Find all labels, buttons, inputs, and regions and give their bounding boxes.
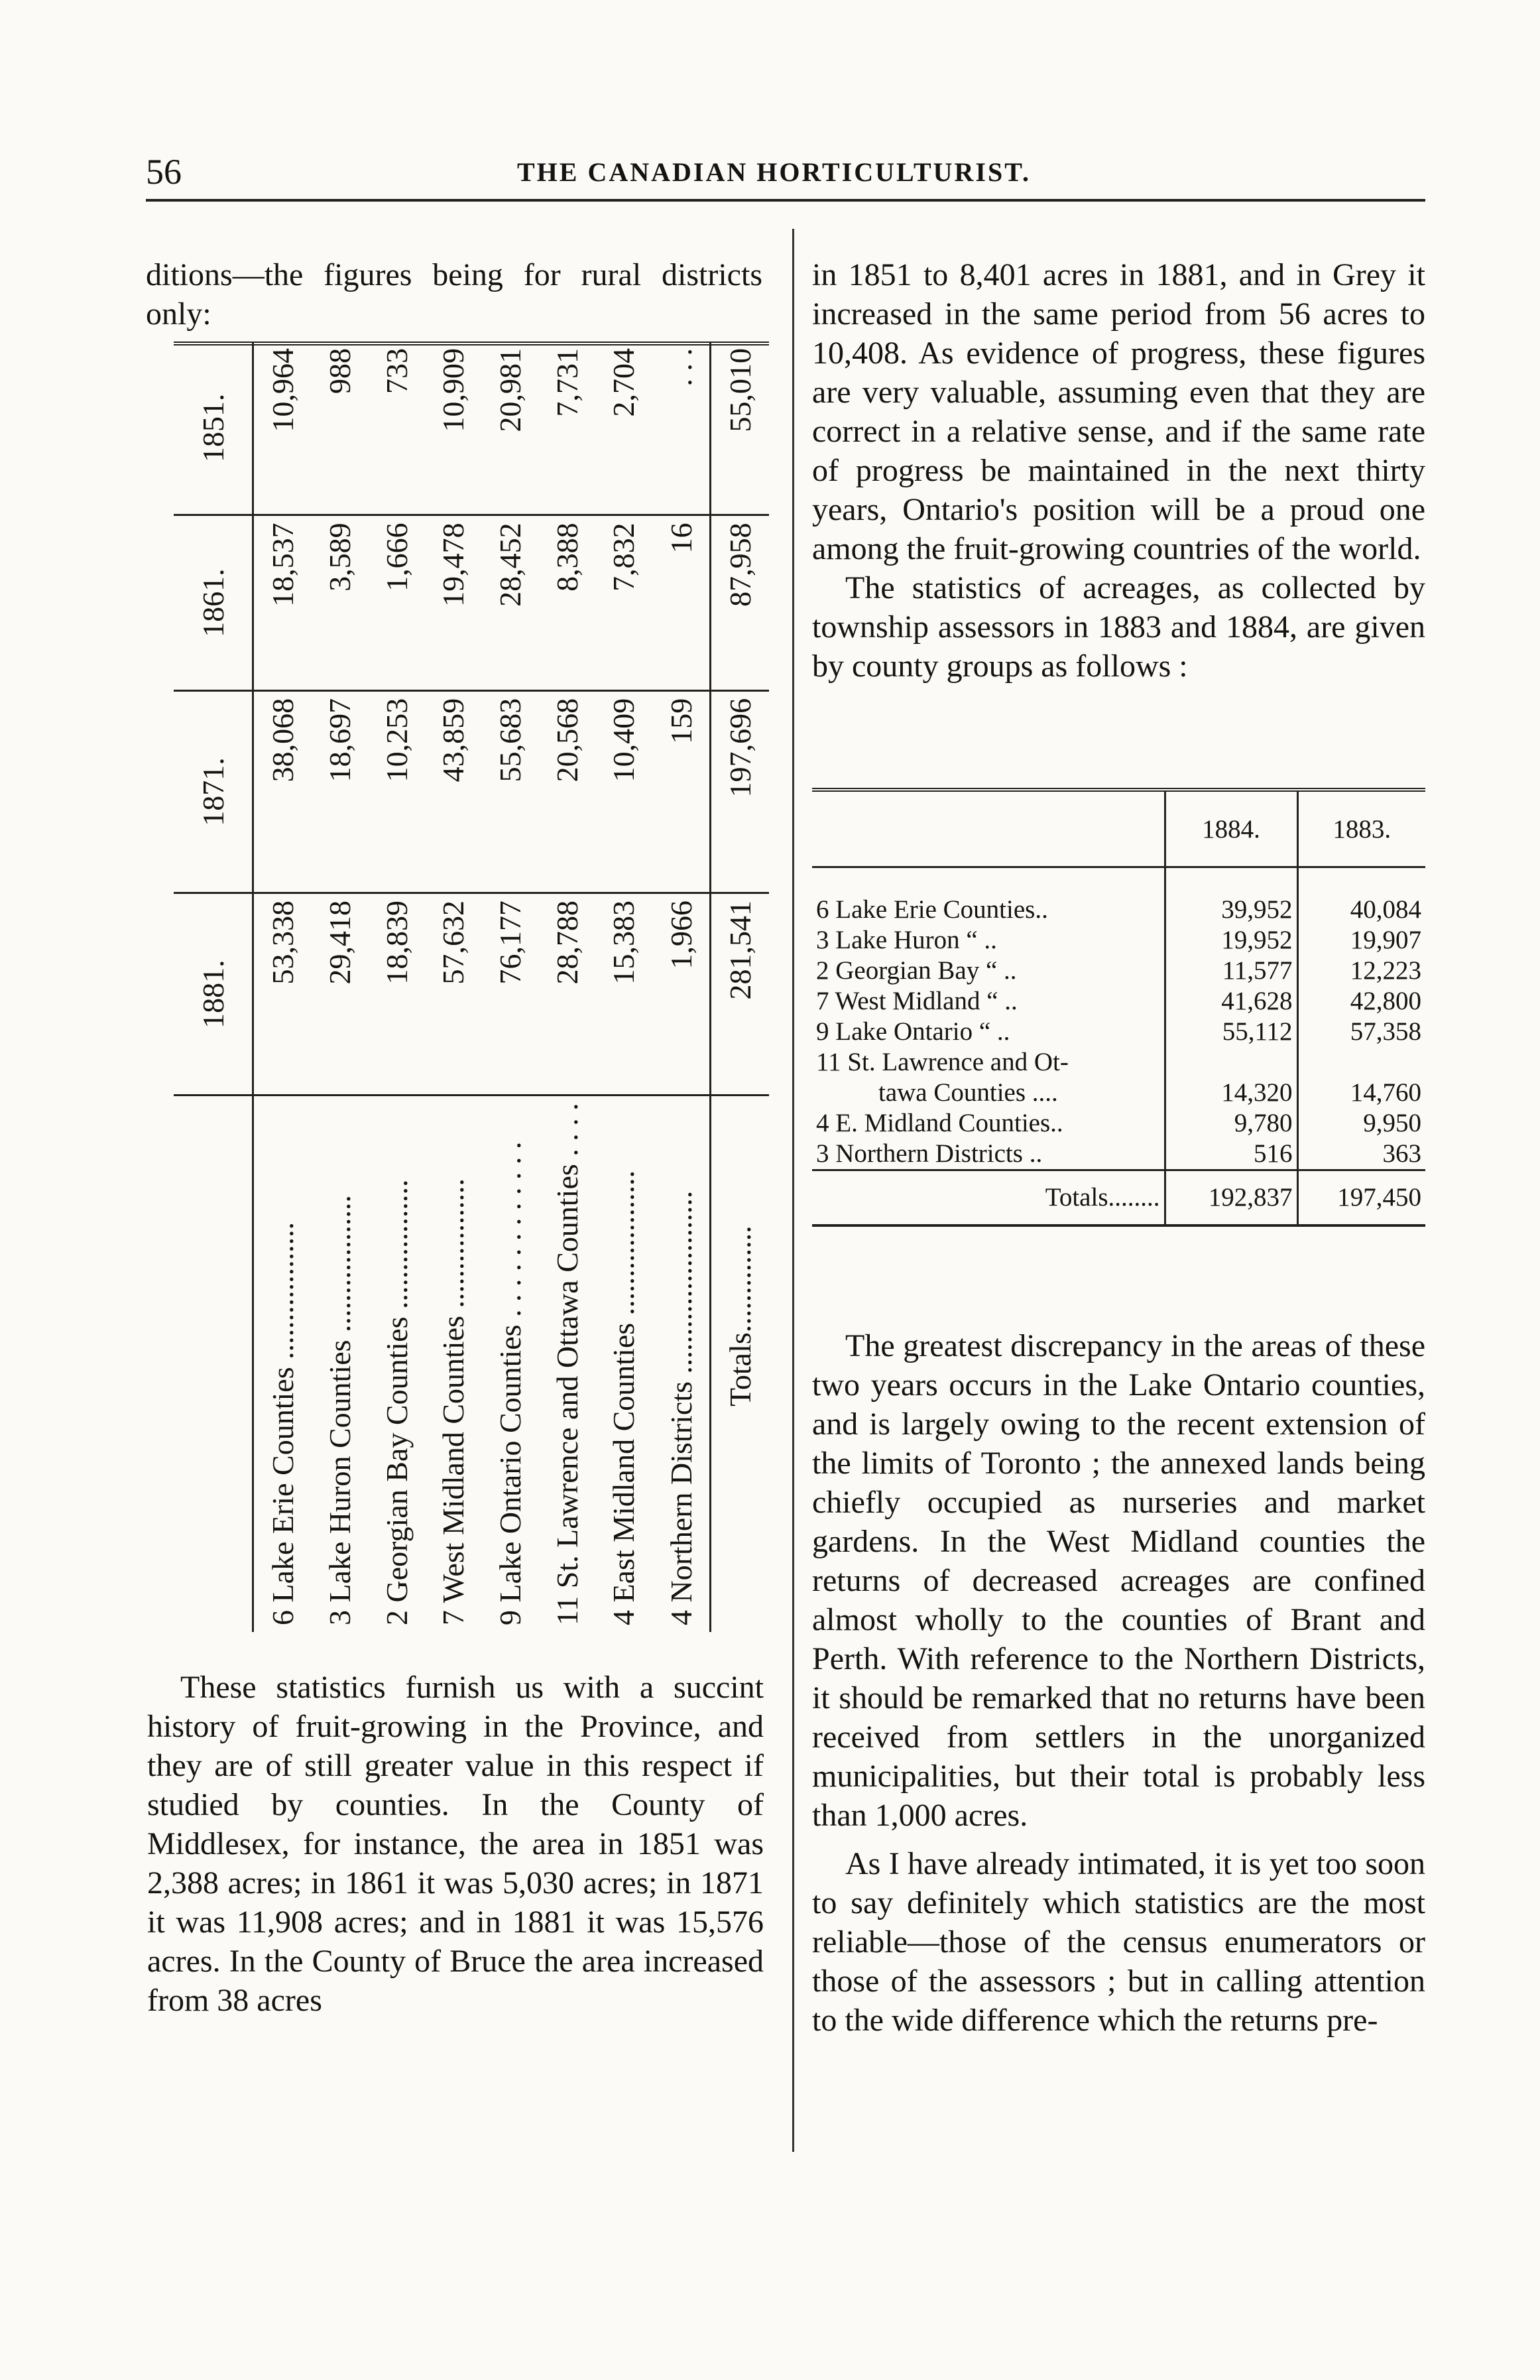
cell: 12,223 <box>1297 956 1425 986</box>
total-1881: 281,541 <box>711 893 769 1096</box>
spacer-row <box>812 867 1425 895</box>
cell: 988 <box>322 348 357 394</box>
table-row <box>812 1139 1425 1170</box>
cell: 29,418 <box>312 893 369 1096</box>
table-header-row <box>812 790 1425 867</box>
cell: 11,577 <box>1165 956 1297 986</box>
cell: 14,760 <box>1297 1078 1425 1108</box>
table-row <box>595 342 652 1632</box>
table-row <box>368 342 425 1632</box>
table-row <box>538 342 595 1632</box>
header-blank <box>812 790 1165 867</box>
cell: 9,780 <box>1165 1108 1297 1139</box>
cell: 19,478 <box>425 515 482 690</box>
total-1861: 87,958 <box>711 515 769 690</box>
cell: 57,632 <box>425 893 482 1096</box>
cell: 8,388 <box>538 515 595 690</box>
header-rule <box>146 199 1425 202</box>
table-row <box>812 1078 1425 1108</box>
cell: 3,589 <box>312 515 369 690</box>
header-1881: 1881. <box>174 893 253 1096</box>
cell: 53,338 <box>253 893 312 1096</box>
row-label: 6 Lake Erie Counties .................. <box>253 1096 312 1632</box>
cell: 76,177 <box>482 893 539 1096</box>
running-title: THE CANADIAN HORTICULTURIST. <box>517 157 1031 187</box>
paragraph: in 1851 to 8,401 acres in 1881, and in Grey it increased in the same period from 56 acres to 10,408. As evidence of progress, these figures are very valuable, assuming even that they are correct in a relative sense, and if the same rate of progress be maintained in the next thirty years, Ontario's position will be a proud one among the fruit-growing countries of the world. <box>812 257 1425 566</box>
acreage-table-1851-1881 <box>174 342 769 1632</box>
cell: 40,084 <box>1297 895 1425 925</box>
row-label: 11 St. Lawrence and Ot- <box>816 1048 1069 1076</box>
table-row <box>812 1047 1425 1078</box>
cell: 18,839 <box>368 893 425 1096</box>
table-row <box>253 342 312 1632</box>
table-row <box>482 342 539 1632</box>
table-header-row <box>174 342 253 1632</box>
cell: 159 <box>652 690 711 893</box>
table-row <box>812 1017 1425 1047</box>
paragraph: These statistics furnish us with a succint history of fruit-growing in the Province, and they are of still greater value in this respect if studied by counties. In the County of Middlesex, for instance, the area in 1851 was 2,388 acres; in 1861 it was 5,030 acres; in 1871 it was 11,908 acres; and in 1881 it was 15,576 acres. In the County of Bruce the area increased from 38 acres <box>147 1670 764 2018</box>
cell: 18,697 <box>312 690 369 893</box>
row-label: 4 Northern Districts ........................ <box>652 1096 711 1632</box>
cell <box>1297 1047 1425 1078</box>
header-1861: 1861. <box>174 515 253 690</box>
paragraph: The statistics of acreages, as collected by township assessors in 1883 and 1884, are given by county groups as follows : <box>812 570 1425 684</box>
cell: 28,788 <box>538 893 595 1096</box>
row-label: 7 West Midland Counties ................. <box>425 1096 482 1632</box>
table-row <box>812 895 1425 925</box>
header-1883: 1883. <box>1297 790 1425 867</box>
row-label: 2 Georgian Bay “ .. <box>816 956 1017 985</box>
cell: 10,253 <box>368 690 425 893</box>
cell: 14,320 <box>1165 1078 1297 1108</box>
cell: 20,568 <box>538 690 595 893</box>
left-body <box>147 1668 764 2020</box>
cell: 57,358 <box>1297 1017 1425 1047</box>
cell: 19,907 <box>1297 925 1425 956</box>
header-blank <box>174 1096 253 1632</box>
cell: 10,409 <box>595 690 652 893</box>
cell <box>1165 1047 1297 1078</box>
cell: 7,832 <box>595 515 652 690</box>
page-number: 56 <box>146 152 182 192</box>
total-1883: 197,450 <box>1297 1170 1425 1226</box>
row-label: 3 Lake Huron “ .. <box>816 926 997 954</box>
row-label: tawa Counties .... <box>878 1078 1058 1107</box>
row-label: 3 Lake Huron Counties .................. <box>312 1096 369 1632</box>
row-label: 4 East Midland Counties ................... <box>595 1096 652 1632</box>
cell: 1,966 <box>652 893 711 1096</box>
table-row <box>425 342 482 1632</box>
cell: . . . <box>664 348 698 387</box>
totals-row <box>711 342 769 1632</box>
total-1871: 197,696 <box>711 690 769 893</box>
total-1851: 55,010 <box>711 342 769 515</box>
right-bottom <box>812 1326 1425 2040</box>
table-row <box>812 1108 1425 1139</box>
header-1871: 1871. <box>174 690 253 893</box>
cell: 9,950 <box>1297 1108 1425 1139</box>
table-row <box>652 342 711 1632</box>
cell: 19,952 <box>1165 925 1297 956</box>
totals-row <box>812 1170 1425 1226</box>
cell: 20,981 <box>493 348 528 432</box>
table-row <box>812 925 1425 956</box>
cell: 7,731 <box>550 348 584 417</box>
totals-label: Totals........ <box>812 1170 1165 1226</box>
cell: 733 <box>379 348 414 394</box>
cell: 42,800 <box>1297 986 1425 1017</box>
paragraph: The greatest discrepancy in the areas of these two years occurs in the Lake Ontario counties, and is largely owing to the recent extension of the limits of Toronto ; the annexed lands being chiefly occupied as nurseries and market gardens. In the West Midland counties the returns of decreased acreages are confined almost wholly to the counties of Brant and Perth. With reference to the Northern Districts, it should be remarked that no returns have been received from settlers in the unorganized municipalities, but their total is probably less than 1,000 acres. <box>812 1328 1425 1833</box>
cell: 2,704 <box>607 348 641 417</box>
right-top <box>812 255 1425 686</box>
cell: 16 <box>652 515 711 690</box>
cell: 39,952 <box>1165 895 1297 925</box>
table-row <box>812 986 1425 1017</box>
cell: 55,683 <box>482 690 539 893</box>
row-label: 3 Northern Districts .. <box>816 1139 1043 1168</box>
acreage-table-1883-1884 <box>812 788 1425 1227</box>
row-label: 9 Lake Ontario “ .. <box>816 1017 1010 1046</box>
cell: 10,909 <box>436 348 471 432</box>
row-label: 4 E. Midland Counties.. <box>816 1109 1063 1137</box>
page-header <box>146 151 1425 204</box>
cell: 55,112 <box>1165 1017 1297 1047</box>
total-1884: 192,837 <box>1165 1170 1297 1226</box>
row-label: 2 Georgian Bay Counties ................. <box>368 1096 425 1632</box>
left-intro <box>146 255 762 334</box>
census-table <box>174 342 769 1632</box>
cell: 516 <box>1165 1139 1297 1170</box>
cell: 363 <box>1297 1139 1425 1170</box>
header-1884: 1884. <box>1165 790 1297 867</box>
intro-text: ditions—the figures being for rural districts only: <box>146 257 762 332</box>
cell: 41,628 <box>1165 986 1297 1017</box>
cell: 38,068 <box>253 690 312 893</box>
column-divider <box>792 229 794 2152</box>
totals-label: Totals.............. <box>711 1096 769 1632</box>
paragraph: As I have already intimated, it is yet too soon to say definitely which statistics are the most reliable—those of the census enumerators or those of the assessors ; but in calling attention to the wide difference which the returns pre- <box>812 1846 1425 2038</box>
cell: 1,666 <box>368 515 425 690</box>
cell: 43,859 <box>425 690 482 893</box>
cell: 10,964 <box>265 348 300 432</box>
cell: 28,452 <box>482 515 539 690</box>
cell: 15,383 <box>595 893 652 1096</box>
table-row <box>812 956 1425 986</box>
header-1851: 1851. <box>174 342 253 515</box>
table-row <box>312 342 369 1632</box>
row-label: 11 St. Lawrence and Ottawa Counties . . . . <box>538 1096 595 1632</box>
row-label: 6 Lake Erie Counties.. <box>816 895 1048 924</box>
cell: 18,537 <box>253 515 312 690</box>
row-label: 9 Lake Ontario Counties . . . . . . . . . . . . <box>482 1096 539 1632</box>
row-label: 7 West Midland “ .. <box>816 987 1018 1015</box>
